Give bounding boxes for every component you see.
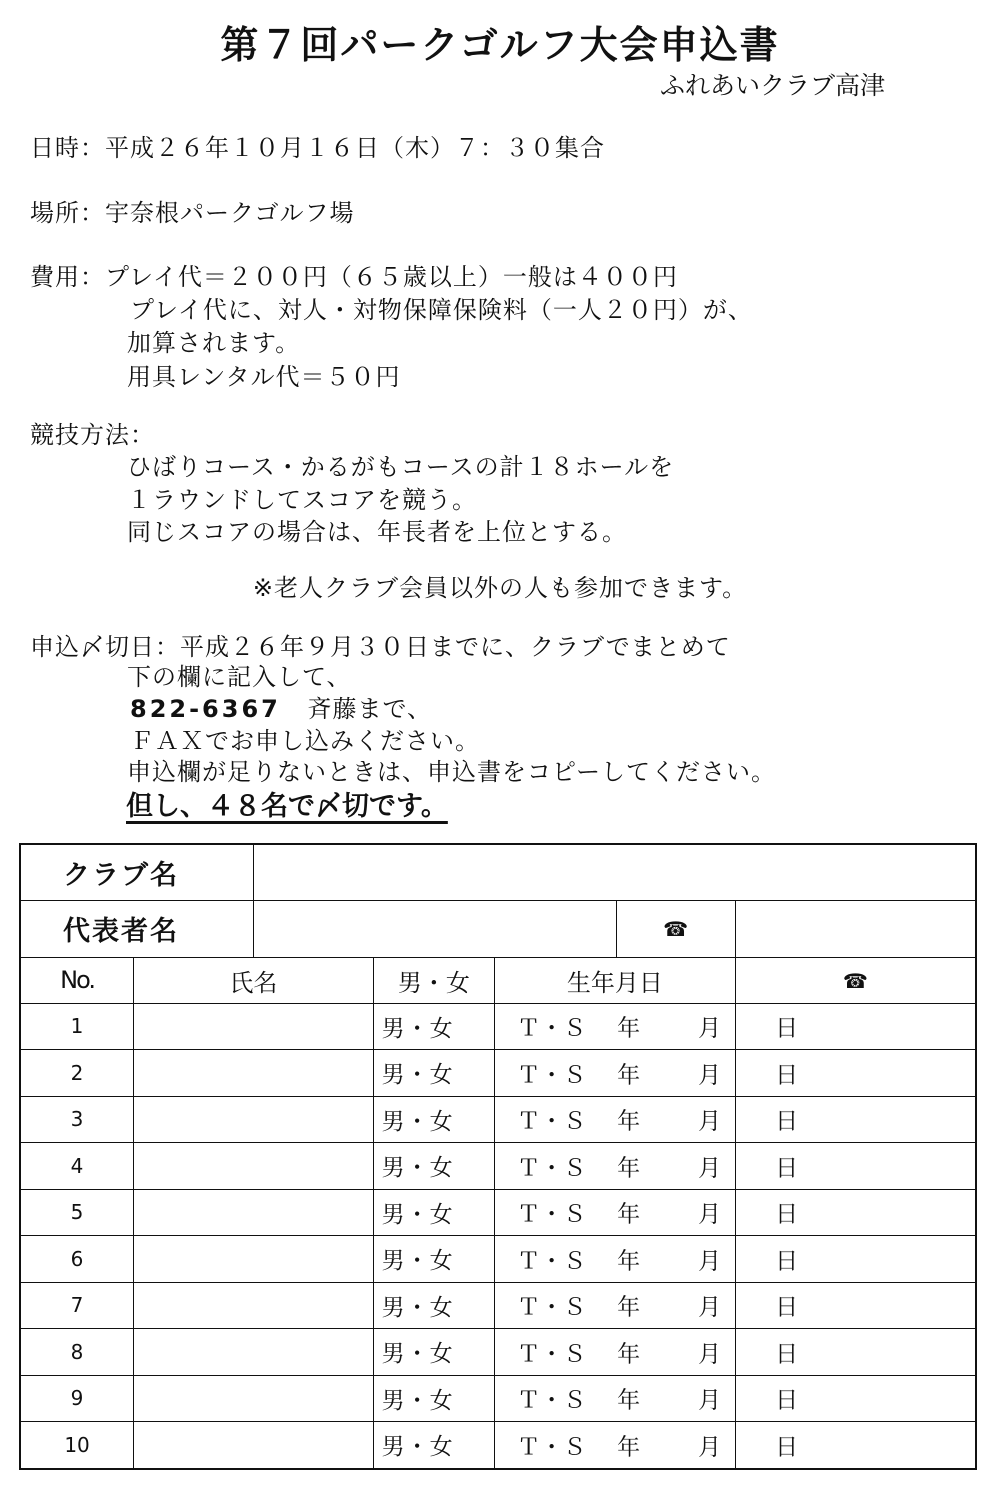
table-row bbox=[20, 1050, 976, 1097]
participant-name-field[interactable] bbox=[134, 1189, 374, 1236]
col-name-header: 氏名 bbox=[134, 957, 374, 1003]
participant-phone-field[interactable] bbox=[735, 1282, 976, 1329]
deadline-line-1: 申込〆切日：平成２６年９月３０日までに、クラブでまとめて bbox=[30, 633, 731, 661]
participant-phone-field[interactable] bbox=[735, 1143, 976, 1190]
gender-choice[interactable]: 男・女 bbox=[373, 1050, 494, 1097]
gender-choice[interactable]: 男・女 bbox=[373, 1329, 494, 1376]
birthdate-field[interactable] bbox=[495, 1375, 799, 1422]
application-form-table bbox=[19, 843, 977, 1470]
day-label: 日 bbox=[775, 1108, 799, 1135]
birthdate-field[interactable] bbox=[495, 1329, 799, 1376]
participant-name-field[interactable] bbox=[134, 1050, 374, 1097]
year-label: 年 bbox=[617, 1108, 641, 1135]
day-label: 日 bbox=[775, 1015, 799, 1042]
row-number: 2 bbox=[20, 1050, 134, 1097]
fee-line-2: プレイ代に、対人・対物保障保険料（一人２０円）が、 bbox=[130, 296, 753, 324]
month-label: 月 bbox=[698, 1201, 722, 1228]
birthdate-field[interactable] bbox=[495, 1282, 799, 1329]
participant-name-field[interactable] bbox=[134, 1329, 374, 1376]
telephone-icon: ☎ bbox=[663, 916, 689, 941]
birthdate-field[interactable] bbox=[495, 1050, 799, 1097]
participant-phone-field[interactable] bbox=[735, 1096, 976, 1143]
month-label: 月 bbox=[698, 1155, 722, 1182]
gender-choice[interactable]: 男・女 bbox=[373, 1189, 494, 1236]
row-number: 5 bbox=[20, 1189, 134, 1236]
table-row bbox=[20, 1189, 976, 1236]
table-row bbox=[20, 1236, 976, 1283]
row-number: 4 bbox=[20, 1143, 134, 1190]
table-row bbox=[20, 1096, 976, 1143]
era-choice[interactable]: Ｔ・Ｓ bbox=[517, 1387, 587, 1414]
representative-name-field[interactable] bbox=[254, 900, 616, 957]
era-choice[interactable]: Ｔ・Ｓ bbox=[517, 1155, 587, 1182]
participant-name-field[interactable] bbox=[134, 1422, 374, 1469]
col-phone-header bbox=[735, 957, 976, 1003]
row-number: 9 bbox=[20, 1375, 134, 1422]
day-label: 日 bbox=[775, 1434, 799, 1461]
method-line-2: １ラウンドしてスコアを競う。 bbox=[127, 486, 477, 514]
event-place: 場所：宇奈根パークゴルフ場 bbox=[30, 199, 355, 227]
birthdate-field[interactable] bbox=[495, 1189, 799, 1236]
row-number: 7 bbox=[20, 1282, 134, 1329]
fee-line-1: 費用：プレイ代＝２００円（６５歳以上）一般は４００円 bbox=[30, 263, 678, 291]
participant-name-field[interactable] bbox=[134, 1236, 374, 1283]
participant-name-field[interactable] bbox=[134, 1375, 374, 1422]
birthdate-field[interactable] bbox=[495, 1422, 799, 1469]
era-choice[interactable]: Ｔ・Ｓ bbox=[517, 1248, 587, 1275]
year-label: 年 bbox=[617, 1015, 641, 1042]
row-number: 6 bbox=[20, 1236, 134, 1283]
day-label: 日 bbox=[775, 1294, 799, 1321]
era-choice[interactable]: Ｔ・Ｓ bbox=[517, 1341, 587, 1368]
month-label: 月 bbox=[698, 1015, 722, 1042]
day-label: 日 bbox=[775, 1062, 799, 1089]
deadline-contact bbox=[130, 689, 432, 724]
year-label: 年 bbox=[617, 1248, 641, 1275]
participation-note: ※老人クラブ会員以外の人も参加できます。 bbox=[252, 574, 748, 602]
day-label: 日 bbox=[775, 1387, 799, 1414]
method-line-1: ひばりコース・かるがもコースの計１８ホールを bbox=[127, 453, 675, 481]
col-no-header: No. bbox=[20, 957, 134, 1003]
fee-line-4: 用具レンタル代＝５０円 bbox=[127, 363, 401, 391]
day-label: 日 bbox=[775, 1341, 799, 1368]
club-name-field[interactable] bbox=[254, 844, 976, 900]
participant-phone-field[interactable] bbox=[735, 1003, 976, 1050]
fax-number: 822-6367 bbox=[130, 695, 281, 723]
table-row bbox=[20, 1375, 976, 1422]
row-number: 8 bbox=[20, 1329, 134, 1376]
representative-label: 代表者名 bbox=[20, 900, 254, 957]
deadline-line-2: 下の欄に記入して、 bbox=[127, 663, 352, 691]
era-choice[interactable]: Ｔ・Ｓ bbox=[517, 1434, 587, 1461]
participant-phone-field[interactable] bbox=[735, 1189, 976, 1236]
gender-choice[interactable]: 男・女 bbox=[373, 1236, 494, 1283]
gender-choice[interactable]: 男・女 bbox=[373, 1096, 494, 1143]
gender-choice[interactable]: 男・女 bbox=[373, 1375, 494, 1422]
birthdate-field[interactable] bbox=[495, 1236, 799, 1283]
table-header-row bbox=[20, 957, 976, 1003]
year-label: 年 bbox=[617, 1341, 641, 1368]
participant-name-field[interactable] bbox=[134, 1003, 374, 1050]
month-label: 月 bbox=[698, 1062, 722, 1089]
era-choice[interactable]: Ｔ・Ｓ bbox=[517, 1108, 587, 1135]
participant-phone-field[interactable] bbox=[735, 1236, 976, 1283]
birthdate-field[interactable] bbox=[495, 1003, 799, 1050]
deadline-line-4: ＦＡＸでお申し込みください。 bbox=[130, 727, 480, 755]
representative-phone-field[interactable] bbox=[735, 900, 976, 957]
participant-phone-field[interactable] bbox=[735, 1422, 976, 1469]
year-label: 年 bbox=[617, 1434, 641, 1461]
deadline-limit: 但し、４８名で〆切です。 bbox=[126, 791, 448, 822]
contact-person: 斉藤まで、 bbox=[307, 695, 433, 723]
participant-name-field[interactable] bbox=[134, 1096, 374, 1143]
year-label: 年 bbox=[617, 1387, 641, 1414]
day-label: 日 bbox=[775, 1248, 799, 1275]
participant-name-field[interactable] bbox=[134, 1143, 374, 1190]
event-datetime: 日時：平成２６年１０月１６日（木）７：３０集合 bbox=[30, 134, 605, 162]
row-number: 1 bbox=[20, 1003, 134, 1050]
entry-rows bbox=[20, 1003, 976, 1469]
month-label: 月 bbox=[698, 1108, 722, 1135]
year-label: 年 bbox=[617, 1201, 641, 1228]
fee-line-3: 加算されます。 bbox=[127, 329, 301, 357]
col-dob-header: 生年月日 bbox=[495, 957, 736, 1003]
participant-phone-field[interactable] bbox=[735, 1375, 976, 1422]
col-gender-header: 男・女 bbox=[373, 957, 494, 1003]
club-name-label: クラブ名 bbox=[20, 844, 254, 900]
gender-choice[interactable]: 男・女 bbox=[373, 1282, 494, 1329]
month-label: 月 bbox=[698, 1248, 722, 1275]
year-label: 年 bbox=[617, 1062, 641, 1089]
month-label: 月 bbox=[698, 1341, 722, 1368]
birthdate-field[interactable] bbox=[495, 1096, 799, 1143]
era-choice[interactable]: Ｔ・Ｓ bbox=[517, 1062, 587, 1089]
telephone-icon: ☎ bbox=[842, 969, 868, 993]
table-row bbox=[20, 1003, 976, 1050]
year-label: 年 bbox=[617, 1155, 641, 1182]
row-number: 3 bbox=[20, 1096, 134, 1143]
club-row bbox=[20, 844, 976, 900]
participant-phone-field[interactable] bbox=[735, 1050, 976, 1097]
participant-phone-field[interactable] bbox=[735, 1329, 976, 1376]
representative-phone-label bbox=[616, 900, 735, 957]
gender-choice[interactable]: 男・女 bbox=[373, 1143, 494, 1190]
gender-choice[interactable]: 男・女 bbox=[373, 1003, 494, 1050]
year-label: 年 bbox=[617, 1294, 641, 1321]
gender-choice[interactable]: 男・女 bbox=[373, 1422, 494, 1469]
page-title: 第７回パークゴルフ大会申込書 bbox=[220, 23, 780, 67]
month-label: 月 bbox=[698, 1434, 722, 1461]
era-choice[interactable]: Ｔ・Ｓ bbox=[517, 1015, 587, 1042]
representative-row bbox=[20, 900, 976, 957]
table-row bbox=[20, 1329, 976, 1376]
method-line-3: 同じスコアの場合は、年長者を上位とする。 bbox=[127, 518, 627, 546]
birthdate-field[interactable] bbox=[495, 1143, 799, 1190]
table-row bbox=[20, 1422, 976, 1469]
month-label: 月 bbox=[698, 1294, 722, 1321]
table-row bbox=[20, 1282, 976, 1329]
era-choice[interactable]: Ｔ・Ｓ bbox=[517, 1201, 587, 1228]
method-label: 競技方法： bbox=[30, 421, 155, 449]
organizer-name: ふれあいクラブ高津 bbox=[660, 71, 886, 100]
row-number: 10 bbox=[20, 1422, 134, 1469]
deadline-line-5: 申込欄が足りないときは、申込書をコピーしてください。 bbox=[127, 758, 777, 786]
table-row bbox=[20, 1143, 976, 1190]
day-label: 日 bbox=[775, 1201, 799, 1228]
month-label: 月 bbox=[698, 1387, 722, 1414]
participant-name-field[interactable] bbox=[134, 1282, 374, 1329]
era-choice[interactable]: Ｔ・Ｓ bbox=[517, 1294, 587, 1321]
day-label: 日 bbox=[775, 1155, 799, 1182]
